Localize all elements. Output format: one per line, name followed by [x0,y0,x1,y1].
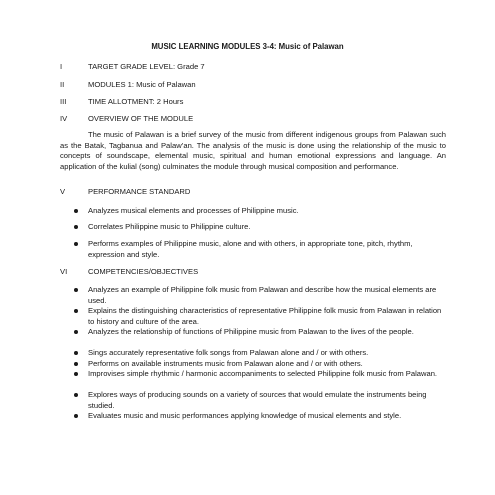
list-item-text: Explores ways of producing sounds on a variety of sources that would emulate the instruments being studied. [88,390,427,410]
section-number: V [60,187,66,196]
list-item-text: Evaluates music and music performances applying knowledge of musical elements and style. [88,411,402,420]
section-heading: COMPETENCIES/OBJECTIVES [88,267,199,276]
overview-paragraph: The music of Palawan is a brief survey of the music from different indigenous groups from Palawan such as the Batak, Tagbanua and Palaw’an. The analysis of the music is done using the relationship of the music to concepts of soundscape, elemental music, spiritual and human emotional expressions and language. An application of the kulial (song) culminates the module through musical composition and performance. [60,130,446,172]
bullet-icon [74,414,78,418]
section-heading: TIME ALLOTMENT: 2 Hours [88,97,184,106]
bullet-icon [74,351,78,355]
bullet-icon [74,309,78,313]
list-item-text: Performs examples of Philippine music, alone and with others, in appropriate tone, pitch, rhythm, expression and style. [88,239,413,259]
bullet-icon [74,362,78,366]
section-number: I [60,62,63,71]
list-item-text: Improvises simple rhythmic / harmonic accompaniments to selected Philippine folk music from Palawan. [88,369,438,378]
list-item-text: Analyzes musical elements and processes of Philippine music. [88,206,299,215]
section-number: IV [60,114,68,123]
document-title: MUSIC LEARNING MODULES 3-4: Music of Palawan [151,42,344,51]
list-item-text: Explains the distinguishing characteristics of representative Philippine folk music from Palawan in relation to history and culture of the area. [88,306,442,326]
list-item-text: Correlates Philippine music to Philippine culture. [88,222,251,231]
bullet-icon [74,393,78,397]
list-item-text: Sings accurately representative folk songs from Palawan alone and / or with others. [88,348,369,357]
section-heading: TARGET GRADE LEVEL: Grade 7 [88,62,205,71]
list-item-text: Analyzes the relationship of functions of Philippine music from Palawan to the lives of the people. [88,327,414,336]
section-number: VI [60,267,68,276]
section-heading: OVERVIEW OF THE MODULE [88,114,194,123]
bullet-icon [74,225,78,229]
section-heading: PERFORMANCE STANDARD [88,187,191,196]
section-number: III [60,97,67,106]
list-item-text: Performs on available instruments music from Palawan alone and / or with others. [88,359,363,368]
bullet-icon [74,288,78,292]
list-item-text: Analyzes an example of Philippine folk music from Palawan and describe how the musical elements are used. [88,285,437,305]
section-number: II [60,80,65,89]
bullet-icon [74,330,78,334]
bullet-icon [74,209,78,213]
bullet-icon [74,372,78,376]
section-heading: MODULES 1: Music of Palawan [88,80,196,89]
bullet-icon [74,242,78,246]
